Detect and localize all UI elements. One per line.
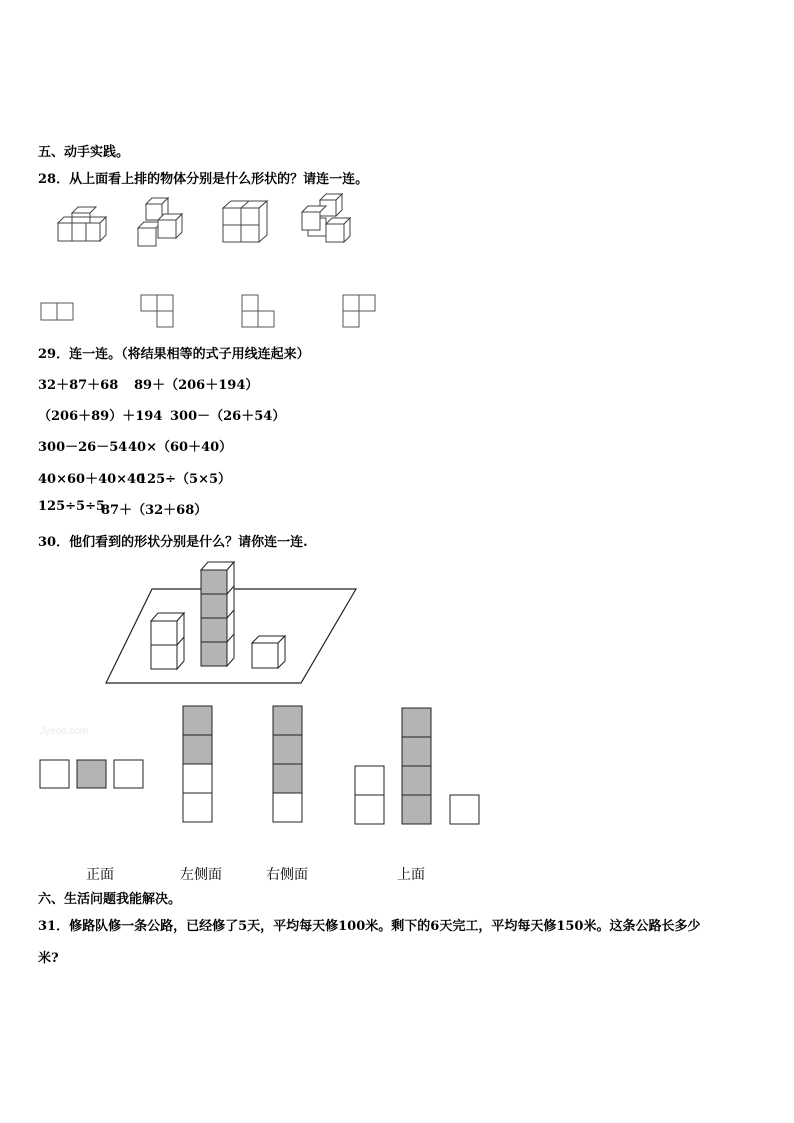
q29-left-4: 40×60＋40×40 (38, 472, 146, 487)
q29-left-1: 32＋87＋68 (38, 378, 119, 393)
label-left-side: 左侧面 (180, 867, 222, 883)
q29-left-5: 125÷5÷5 (38, 499, 106, 514)
q31-line2: 米? (38, 951, 59, 966)
q30-text: 30．他们看到的形状分别是什么？请你连一连. (38, 535, 308, 550)
q30-view-top (355, 708, 479, 824)
label-right-side: 右侧面 (266, 867, 308, 883)
q31-line1: 31．修路队修一条公路，已经修了5天，平均每天修100米。剩下的6天完工，平均每天修150米。这条公路长多少 (38, 919, 701, 934)
q30-stack-small (252, 636, 285, 668)
q29-left-2: （206＋89）＋194 (38, 409, 163, 424)
q30-stack-tall (201, 562, 234, 666)
q29-text: 29．连一连。（将结果相等的式子用线连起来） (38, 347, 310, 362)
q30-stack-left (151, 613, 184, 669)
q29-right-1: 89＋（206＋194） (134, 378, 259, 393)
watermark: Jyeoo.com (40, 726, 89, 737)
q29-left-3: 300－26－54 (38, 440, 128, 455)
q29-right-2: 300－（26＋54） (170, 409, 286, 424)
q30-view-left (183, 706, 212, 822)
q29-right-3: 40×（60＋40） (128, 440, 233, 455)
q29-right-4: 125÷（5×5） (138, 472, 232, 487)
q30-view-right (273, 706, 302, 822)
section6-title: 六、生活问题我能解决。 (38, 892, 182, 907)
q29-right-5: 87＋（32＋68） (101, 503, 208, 518)
q28-text: 28．从上面看上排的物体分别是什么形状的？请连一连。 (38, 172, 369, 187)
label-front: 正面 (86, 867, 114, 883)
label-top: 上面 (397, 867, 425, 883)
q30-view-front (40, 760, 143, 788)
section5-title: 五、动手实践。 (38, 145, 130, 160)
